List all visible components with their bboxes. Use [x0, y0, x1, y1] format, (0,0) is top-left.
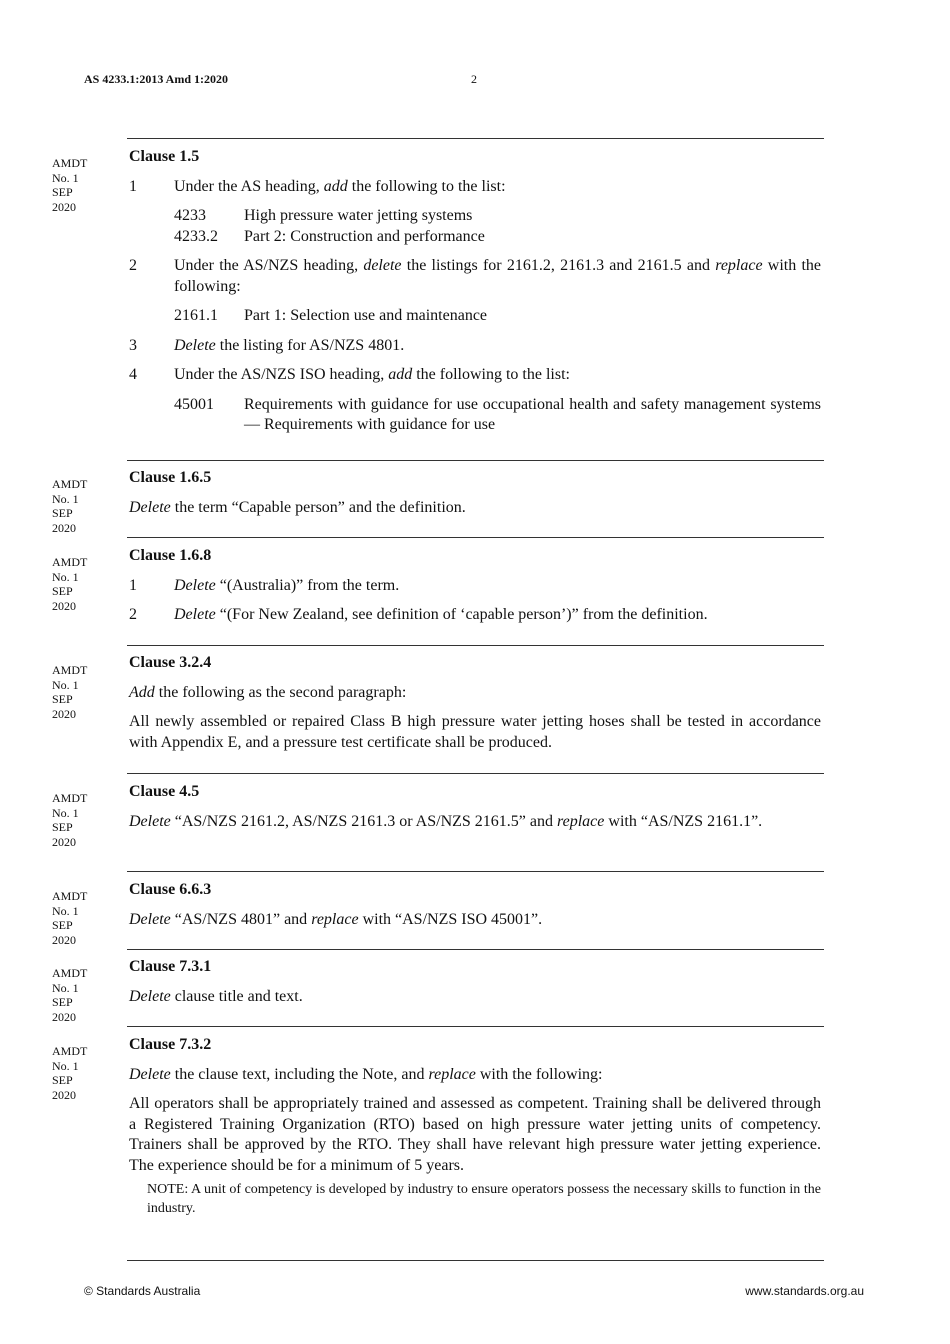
- footer-website-link[interactable]: www.standards.org.au: [745, 1284, 864, 1298]
- paragraph: All operators shall be appropriately trained and assessed as competent. Training shall be delivered through a Registered Training Organization (RTO) based on high pressure water jetting units of competency. Trainers shall be approved by the RTO. They shall have relevant high pressure water jetting experience. The experience should be for a minimum of 5 years.: [129, 1095, 821, 1174]
- sub-list-item: 4233.2 Part 2: Construction and performance: [174, 227, 485, 245]
- amendment-marker: AMDT No. 1 SEP 2020: [52, 889, 88, 947]
- amendment-marker: AMDT No. 1 SEP 2020: [52, 1044, 88, 1102]
- amendment-marker: AMDT No. 1 SEP 2020: [52, 156, 88, 214]
- divider: [127, 1260, 824, 1261]
- amendment-marker: AMDT No. 1 SEP 2020: [52, 555, 88, 613]
- list-item: 1 Delete “(Australia)” from the term.: [129, 576, 400, 594]
- paragraph: Delete the clause text, including the Note, and replace with the following:: [129, 1065, 603, 1083]
- clause-title: Clause 3.2.4: [129, 654, 212, 671]
- clause-title: Clause 1.6.8: [129, 547, 212, 564]
- divider: [127, 871, 824, 872]
- amendment-marker: AMDT No. 1 SEP 2020: [52, 791, 88, 849]
- list-item: 2 Delete “(For New Zealand, see definition of ‘capable person’)” from the definition.: [129, 606, 708, 623]
- divider: [127, 537, 824, 538]
- divider: [127, 1026, 824, 1027]
- list-item: 2 Under the AS/NZS heading, delete the listings for 2161.2, 2161.3 and 2161.5 and replace with the following:: [129, 257, 822, 295]
- clause-4-5: [129, 782, 821, 841]
- clause-1-5: [129, 147, 821, 445]
- clause-7-3-1: [129, 957, 821, 1016]
- clause-3-2-4: [129, 653, 821, 762]
- sub-list-item: 4233 High pressure water jetting systems: [174, 207, 473, 224]
- paragraph: Delete “AS/NZS 2161.2, AS/NZS 2161.3 or AS/NZS 2161.5” and replace with “AS/NZS 2161.1”.: [129, 812, 763, 830]
- clause-title: Clause 7.3.1: [129, 958, 212, 975]
- document-id: AS 4233.1:2013 Amd 1:2020: [84, 72, 229, 86]
- clause-title: Clause 6.6.3: [129, 881, 212, 898]
- paragraph: Delete “AS/NZS 4801” and replace with “AS/NZS ISO 45001”.: [129, 910, 543, 928]
- sub-list-item: 2161.1 Part 1: Selection use and maintenance: [174, 307, 488, 324]
- sub-list: [174, 206, 821, 247]
- divider: [127, 773, 824, 774]
- sub-list: [174, 395, 821, 436]
- divider: [127, 138, 824, 139]
- divider: [127, 460, 824, 461]
- clause-6-6-3: [129, 880, 821, 939]
- note: NOTE: A unit of competency is developed by industry to ensure operators possess the necessary skills to function in the industry.: [147, 1182, 821, 1216]
- page-number: 2: [471, 72, 477, 86]
- list-item: 4 Under the AS/NZS ISO heading, add the following to the list:: [129, 366, 570, 383]
- amendment-marker: AMDT No. 1 SEP 2020: [52, 477, 88, 535]
- footer-copyright: © Standards Australia: [84, 1284, 201, 1298]
- amendment-marker: AMDT No. 1 SEP 2020: [52, 663, 88, 721]
- clause-1-6-8: [129, 546, 821, 635]
- divider: [127, 645, 824, 646]
- paragraph: Delete clause title and text.: [129, 987, 303, 1005]
- paragraph: Add the following as the second paragraph:: [129, 683, 407, 701]
- paragraph: All newly assembled or repaired Class B high pressure water jetting hoses shall be tested in accordance with Appendix E, and a pressure test certificate shall be produced.: [129, 713, 821, 751]
- divider: [127, 949, 824, 950]
- paragraph: Delete the term “Capable person” and the definition.: [129, 498, 466, 516]
- amendment-marker: AMDT No. 1 SEP 2020: [52, 966, 88, 1024]
- sub-list-item: 45001 Requirements with guidance for use occupational health and safety management systems — Requirements with guidance for use: [174, 395, 821, 433]
- clause-title: Clause 1.6.5: [129, 469, 212, 486]
- list-item: 1 Under the AS heading, add the following to the list:: [129, 177, 506, 195]
- clause-title: Clause 7.3.2: [129, 1036, 212, 1053]
- clause-title: Clause 4.5: [129, 783, 200, 800]
- clause-1-6-5: [129, 468, 821, 527]
- clause-title: Clause 1.5: [129, 148, 200, 165]
- sub-list: [174, 306, 821, 327]
- clause-7-3-2: [129, 1035, 821, 1218]
- list-item: 3 Delete the listing for AS/NZS 4801.: [129, 336, 405, 354]
